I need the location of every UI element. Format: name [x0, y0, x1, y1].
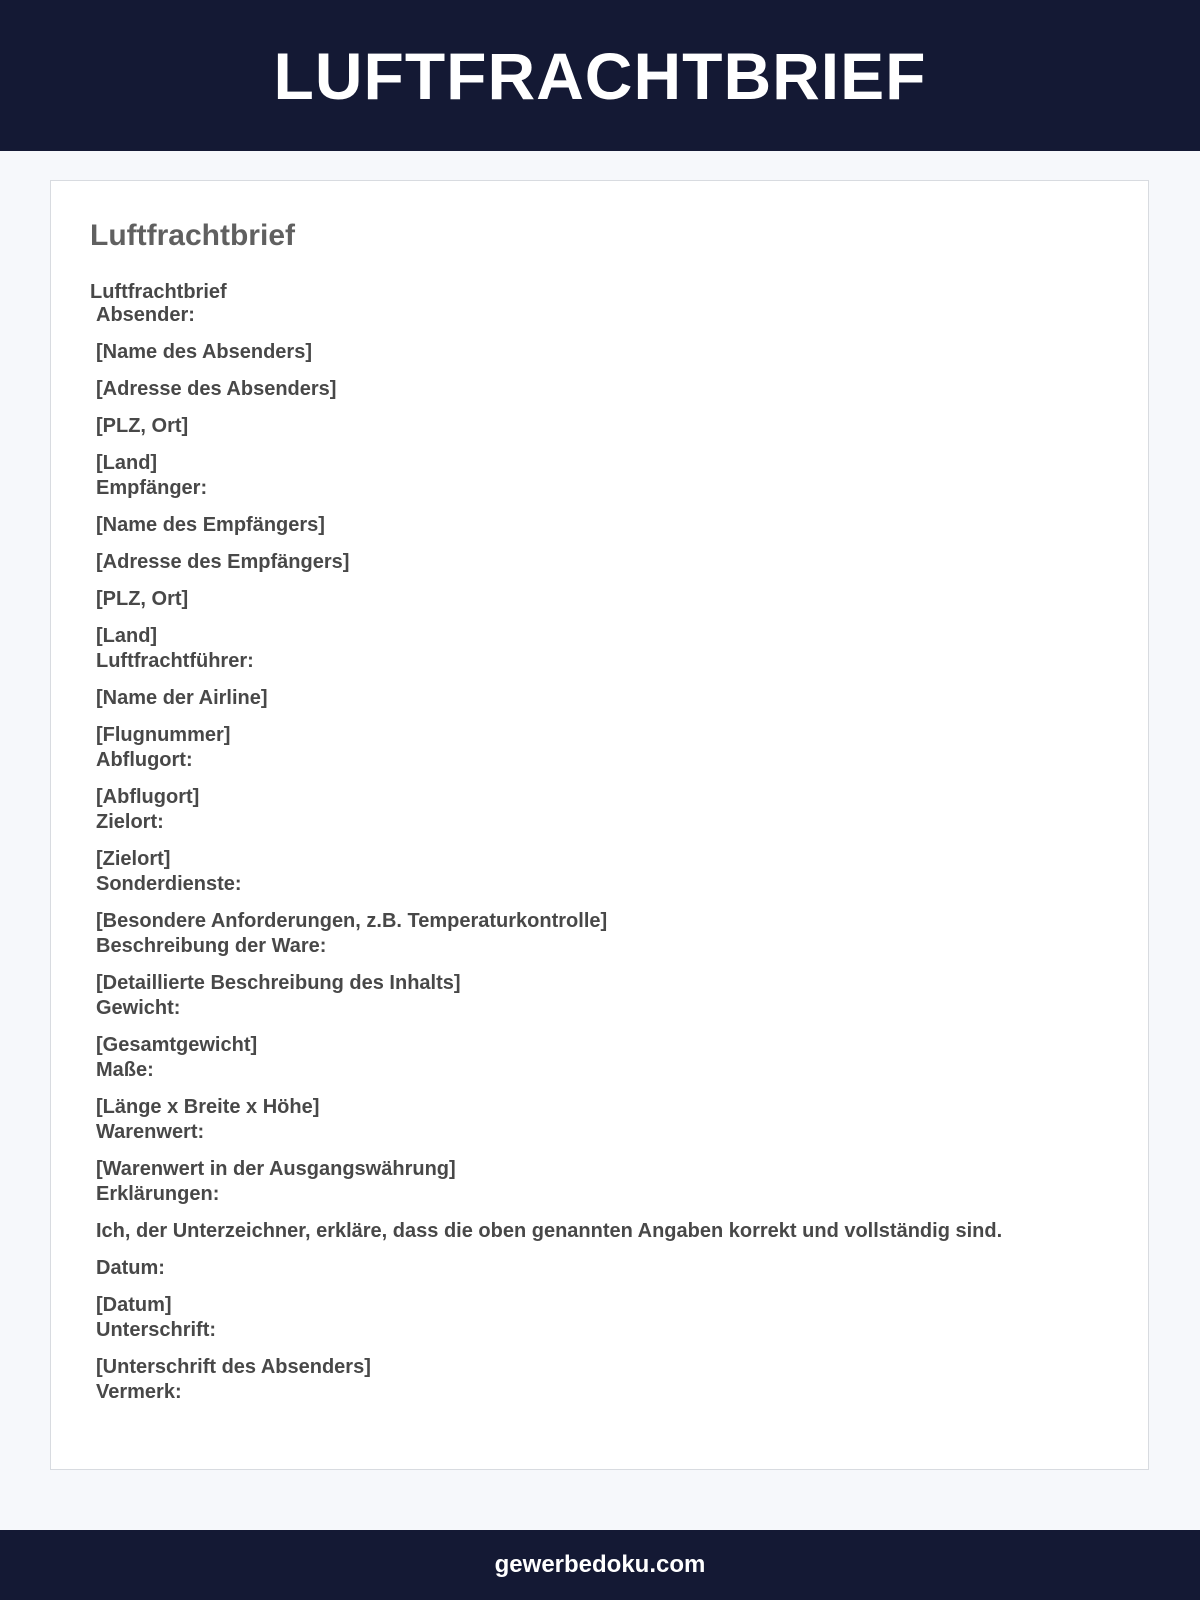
field-value-flugnummer: [Flugnummer]: [96, 724, 231, 746]
field-label-warenwert: Warenwert:: [96, 1121, 205, 1143]
document-heading: Luftfrachtbrief: [90, 219, 295, 252]
page-title: LUFTFRACHTBRIEF: [273, 38, 927, 113]
field-value-land-empfaenger: [Land]: [96, 625, 158, 647]
field-value-name-absender: [Name des Absenders]: [96, 341, 312, 363]
field-label-zielort: Zielort:: [96, 811, 164, 833]
field-label-masse: Maße:: [96, 1059, 154, 1081]
document-subtitle: Luftfrachtbrief: [90, 281, 227, 303]
field-label-gewicht: Gewicht:: [96, 997, 181, 1019]
field-value-datum: [Datum]: [96, 1294, 172, 1316]
field-value-name-empfaenger: [Name des Empfängers]: [96, 514, 325, 536]
document-body: [96, 303, 1116, 1405]
field-value-plz-ort-absender: [PLZ, Ort]: [96, 415, 189, 437]
field-label-empfaenger: Empfänger:: [96, 477, 208, 499]
field-label-luftfrachtfuehrer: Luftfrachtführer:: [96, 650, 254, 672]
field-label-sonderdienste: Sonderdienste:: [96, 873, 242, 895]
field-label-unterschrift: Unterschrift:: [96, 1319, 217, 1341]
field-label-vermerk: Vermerk:: [96, 1381, 182, 1403]
field-label-absender: Absender:: [96, 304, 195, 326]
field-label-beschreibung: Beschreibung der Ware:: [96, 935, 327, 957]
field-value-beschreibung: [Detaillierte Beschreibung des Inhalts]: [96, 972, 461, 994]
footer-site-name: gewerbedoku.com: [494, 1551, 706, 1578]
field-value-sonderdienste: [Besondere Anforderungen, z.B. Temperaturkontrolle]: [96, 910, 608, 932]
field-value-masse: [Länge x Breite x Höhe]: [96, 1096, 320, 1118]
field-value-adresse-absender: [Adresse des Absenders]: [96, 378, 337, 400]
field-value-warenwert: [Warenwert in der Ausgangswährung]: [96, 1158, 456, 1180]
document-card: [50, 180, 1149, 1470]
header-bar: [0, 0, 1200, 151]
declaration-text: Ich, der Unterzeichner, erkläre, dass die oben genannten Angaben korrekt und vollständig sind.: [96, 1220, 1003, 1242]
field-label-erklaerungen: Erklärungen:: [96, 1183, 220, 1205]
field-value-adresse-empfaenger: [Adresse des Empfängers]: [96, 551, 350, 573]
field-label-abflugort: Abflugort:: [96, 749, 193, 771]
field-value-zielort: [Zielort]: [96, 848, 171, 870]
field-value-gewicht: [Gesamtgewicht]: [96, 1034, 258, 1056]
footer-bar: [0, 1530, 1200, 1600]
field-label-datum: Datum:: [96, 1257, 165, 1279]
field-value-plz-ort-empfaenger: [PLZ, Ort]: [96, 588, 189, 610]
field-value-airline: [Name der Airline]: [96, 687, 268, 709]
field-value-abflugort: [Abflugort]: [96, 786, 200, 808]
field-value-unterschrift: [Unterschrift des Absenders]: [96, 1356, 371, 1378]
field-value-land-absender: [Land]: [96, 452, 158, 474]
